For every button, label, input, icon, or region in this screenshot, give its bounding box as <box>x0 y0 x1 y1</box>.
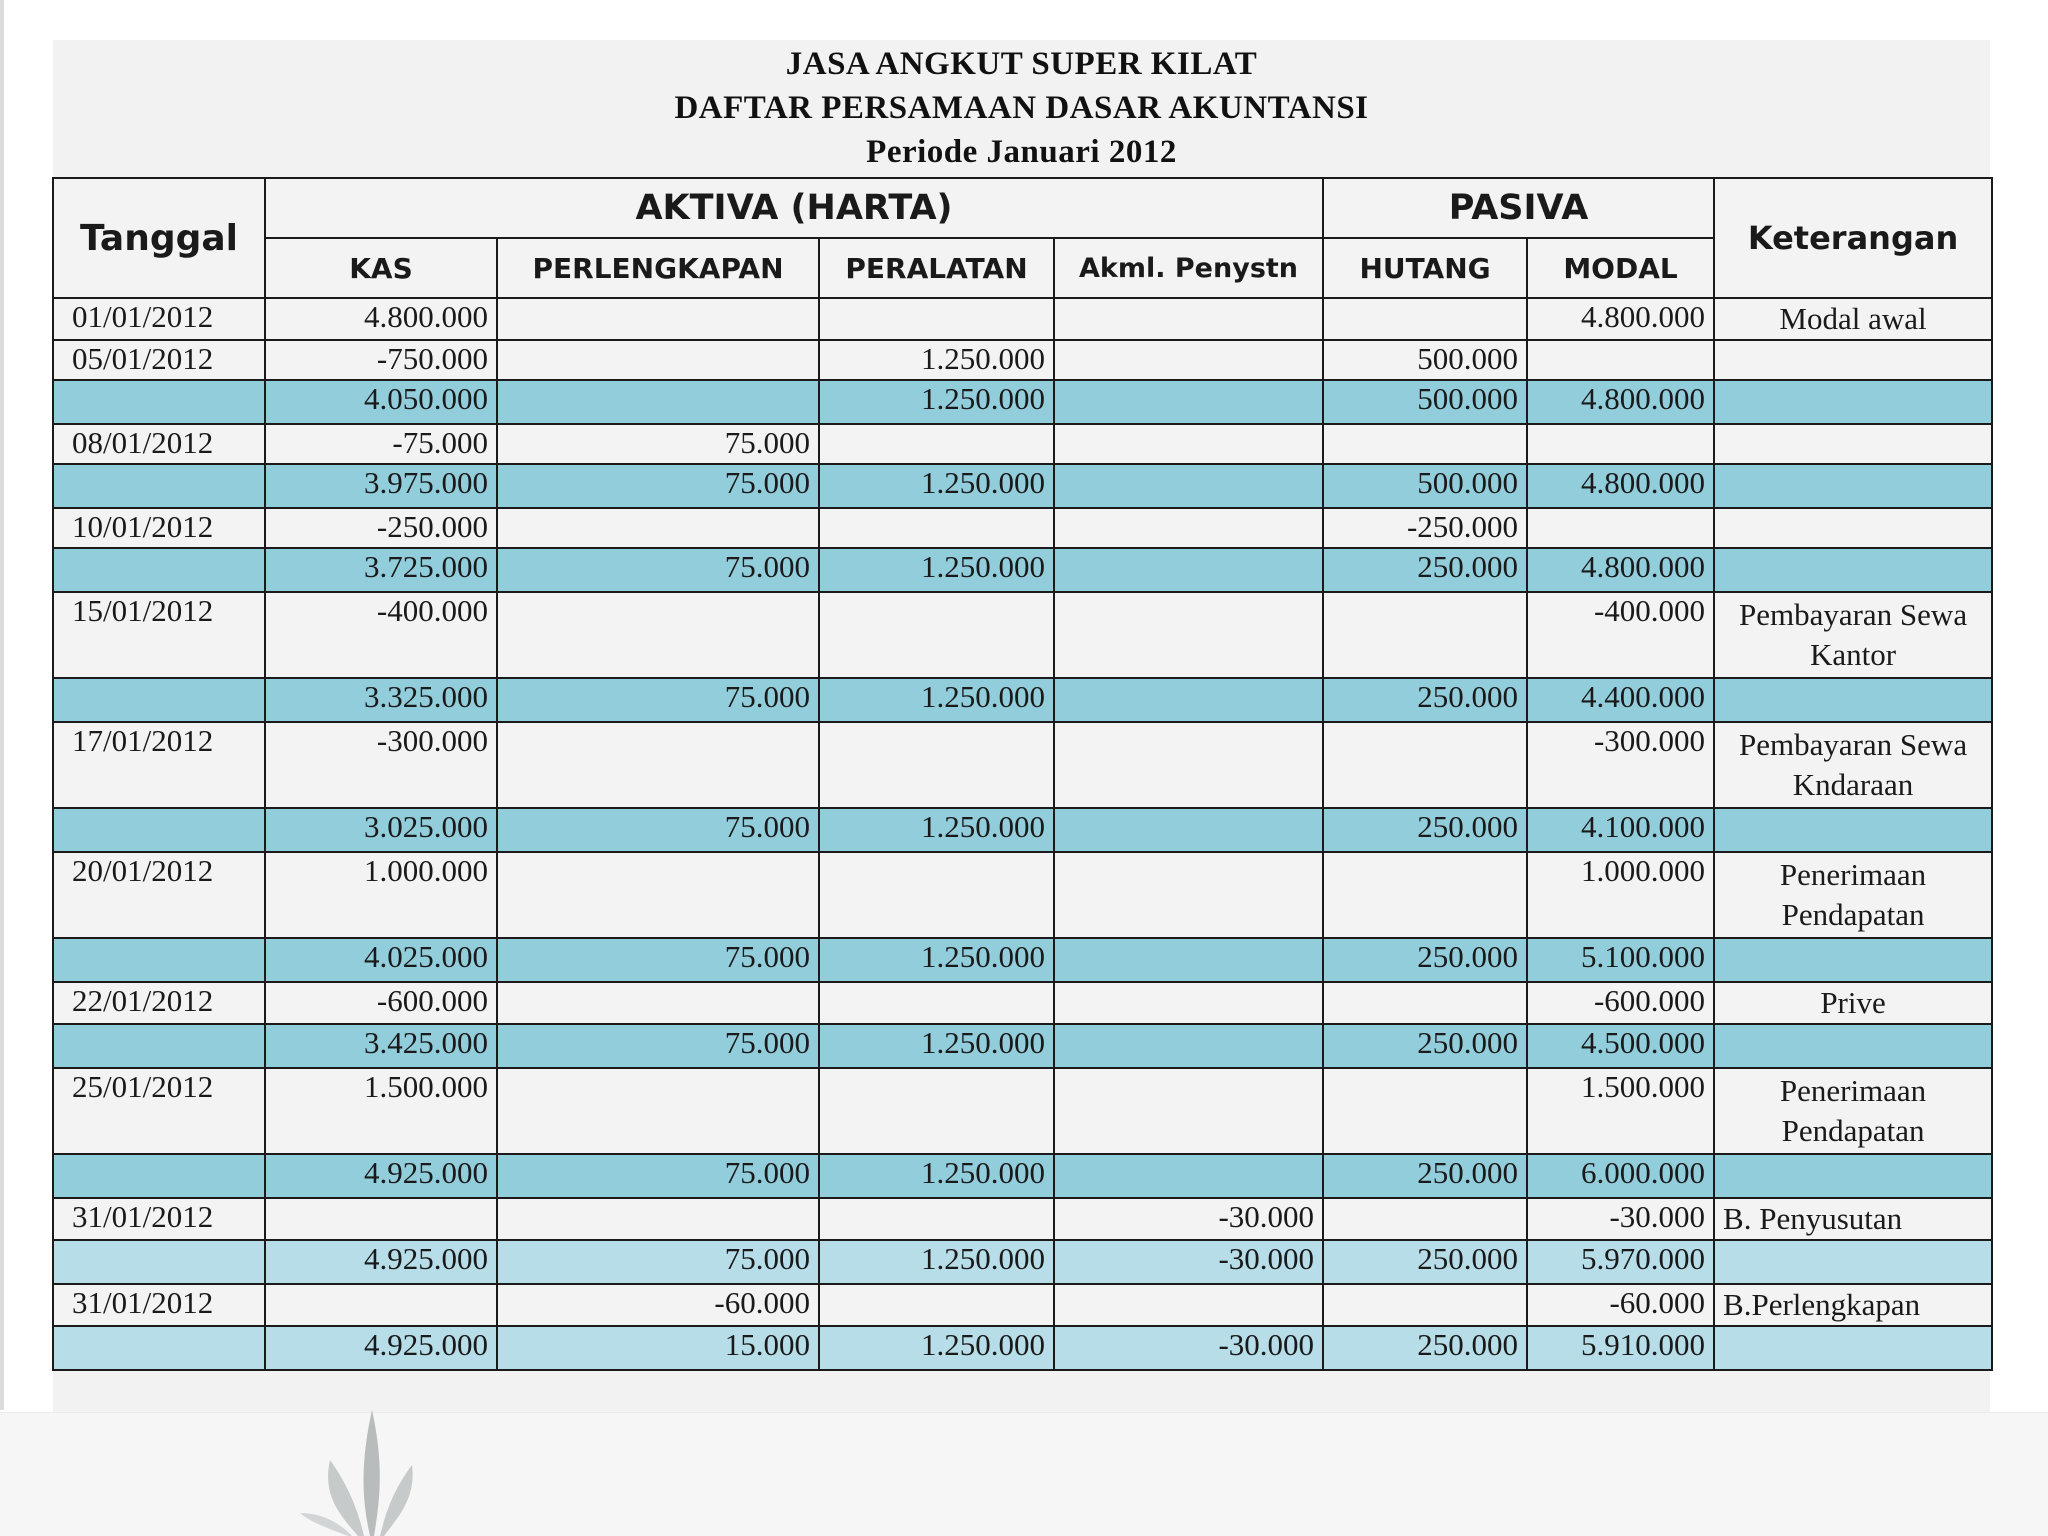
cell-hutang: 500.000 <box>1323 464 1527 508</box>
cell-akml-penystn <box>1054 380 1323 424</box>
cell-tanggal <box>53 1240 265 1284</box>
cell-kas: -600.000 <box>265 982 497 1024</box>
cell-perlengkapan: 75.000 <box>497 678 819 722</box>
cell-keterangan: Penerimaan Pendapatan <box>1714 1068 1992 1154</box>
cell-hutang <box>1323 298 1527 340</box>
balance-row <box>53 1326 1992 1370</box>
cell-hutang: 250.000 <box>1323 938 1527 982</box>
cell-tanggal <box>53 548 265 592</box>
cell-kas: 4.025.000 <box>265 938 497 982</box>
cell-modal: 4.400.000 <box>1527 678 1714 722</box>
header-peralatan: PERALATAN <box>819 238 1054 298</box>
cell-peralatan: 1.250.000 <box>819 464 1054 508</box>
cell-hutang: 250.000 <box>1323 1240 1527 1284</box>
header-hutang: HUTANG <box>1323 238 1527 298</box>
cell-modal <box>1527 508 1714 548</box>
cell-tanggal <box>53 464 265 508</box>
report-title: DAFTAR PERSAMAAN DASAR AKUNTANSI <box>674 90 1369 126</box>
cell-kas: 1.000.000 <box>265 852 497 938</box>
cell-akml-penystn <box>1054 340 1323 380</box>
cell-kas: 3.725.000 <box>265 548 497 592</box>
cell-modal: -400.000 <box>1527 592 1714 678</box>
cell-tanggal <box>53 938 265 982</box>
cell-modal <box>1527 340 1714 380</box>
cell-perlengkapan <box>497 298 819 340</box>
cell-kas <box>265 1284 497 1326</box>
header-tanggal: Tanggal <box>53 178 265 298</box>
cell-perlengkapan: 75.000 <box>497 424 819 464</box>
cell-keterangan <box>1714 464 1992 508</box>
cell-kas: 3.425.000 <box>265 1024 497 1068</box>
cell-akml-penystn <box>1054 982 1323 1024</box>
cell-keterangan <box>1714 938 1992 982</box>
header-keterangan: Keterangan <box>1714 178 1992 298</box>
cell-hutang <box>1323 1068 1527 1154</box>
cell-peralatan <box>819 424 1054 464</box>
cell-akml-penystn <box>1054 464 1323 508</box>
cell-perlengkapan <box>497 508 819 548</box>
balance-row <box>53 464 1992 508</box>
cell-hutang: 250.000 <box>1323 1326 1527 1370</box>
cell-perlengkapan: 75.000 <box>497 1154 819 1198</box>
cell-peralatan: 1.250.000 <box>819 1240 1054 1284</box>
cell-hutang <box>1323 592 1527 678</box>
cell-modal: -30.000 <box>1527 1198 1714 1240</box>
cell-kas: 4.925.000 <box>265 1326 497 1370</box>
header-aktiva: AKTIVA (HARTA) <box>265 178 1323 238</box>
cell-hutang: 250.000 <box>1323 808 1527 852</box>
cell-keterangan: Pembayaran Sewa Kantor <box>1714 592 1992 678</box>
cell-kas: 3.975.000 <box>265 464 497 508</box>
cell-keterangan <box>1714 508 1992 548</box>
balance-row <box>53 1024 1992 1068</box>
cell-modal: -600.000 <box>1527 982 1714 1024</box>
cell-perlengkapan <box>497 1198 819 1240</box>
transaction-row <box>53 340 1992 380</box>
cell-peralatan: 1.250.000 <box>819 548 1054 592</box>
cell-modal: 5.910.000 <box>1527 1326 1714 1370</box>
transaction-row <box>53 424 1992 464</box>
transaction-row <box>53 1068 1992 1154</box>
company-name: JASA ANGKUT SUPER KILAT <box>785 46 1258 82</box>
header-perlengkapan: PERLENGKAPAN <box>497 238 819 298</box>
cell-kas: 4.800.000 <box>265 298 497 340</box>
cell-perlengkapan: -60.000 <box>497 1284 819 1326</box>
cell-modal: 1.000.000 <box>1527 852 1714 938</box>
cell-peralatan: 1.250.000 <box>819 678 1054 722</box>
cell-peralatan <box>819 298 1054 340</box>
cell-hutang: 500.000 <box>1323 380 1527 424</box>
cell-keterangan <box>1714 380 1992 424</box>
cell-akml-penystn <box>1054 508 1323 548</box>
cell-kas: 1.500.000 <box>265 1068 497 1154</box>
cell-modal: -300.000 <box>1527 722 1714 808</box>
cell-perlengkapan <box>497 592 819 678</box>
cell-hutang: 500.000 <box>1323 340 1527 380</box>
cell-akml-penystn <box>1054 1024 1323 1068</box>
cell-modal: 4.100.000 <box>1527 808 1714 852</box>
cell-kas: 4.925.000 <box>265 1240 497 1284</box>
cell-tanggal: 15/01/2012 <box>53 592 265 678</box>
cell-perlengkapan: 75.000 <box>497 464 819 508</box>
cell-akml-penystn <box>1054 1154 1323 1198</box>
cell-peralatan <box>819 592 1054 678</box>
transaction-row <box>53 1198 1992 1240</box>
cell-akml-penystn <box>1054 548 1323 592</box>
cell-perlengkapan: 75.000 <box>497 548 819 592</box>
cell-peralatan <box>819 1198 1054 1240</box>
cell-modal: 5.970.000 <box>1527 1240 1714 1284</box>
balance-row <box>53 808 1992 852</box>
transaction-row <box>53 298 1992 340</box>
cell-tanggal: 05/01/2012 <box>53 340 265 380</box>
header-akml-penystn: Akml. Penystn <box>1054 238 1323 298</box>
cell-keterangan <box>1714 340 1992 380</box>
cell-hutang: 250.000 <box>1323 678 1527 722</box>
cell-perlengkapan <box>497 722 819 808</box>
cell-akml-penystn: -30.000 <box>1054 1326 1323 1370</box>
cell-peralatan: 1.250.000 <box>819 938 1054 982</box>
cell-keterangan: Prive <box>1714 982 1992 1024</box>
cell-modal: -60.000 <box>1527 1284 1714 1326</box>
cell-keterangan <box>1714 1154 1992 1198</box>
cell-peralatan <box>819 1284 1054 1326</box>
balance-row <box>53 678 1992 722</box>
slide-left-edge <box>0 0 4 1410</box>
cell-kas: -400.000 <box>265 592 497 678</box>
transaction-row <box>53 722 1992 808</box>
cell-kas: -250.000 <box>265 508 497 548</box>
cell-modal: 4.800.000 <box>1527 464 1714 508</box>
cell-keterangan <box>1714 1326 1992 1370</box>
cell-akml-penystn <box>1054 678 1323 722</box>
cell-peralatan: 1.250.000 <box>819 808 1054 852</box>
cell-tanggal: 17/01/2012 <box>53 722 265 808</box>
cell-akml-penystn <box>1054 424 1323 464</box>
balance-row <box>53 938 1992 982</box>
cell-keterangan: Modal awal <box>1714 298 1992 340</box>
cell-tanggal: 08/01/2012 <box>53 424 265 464</box>
cell-perlengkapan: 75.000 <box>497 1240 819 1284</box>
cell-perlengkapan: 15.000 <box>497 1326 819 1370</box>
cell-peralatan <box>819 852 1054 938</box>
cell-akml-penystn <box>1054 298 1323 340</box>
cell-tanggal: 10/01/2012 <box>53 508 265 548</box>
cell-modal: 6.000.000 <box>1527 1154 1714 1198</box>
cell-akml-penystn <box>1054 1284 1323 1326</box>
cell-akml-penystn: -30.000 <box>1054 1198 1323 1240</box>
cell-peralatan <box>819 982 1054 1024</box>
cell-keterangan: Pembayaran Sewa Kndaraan <box>1714 722 1992 808</box>
cell-perlengkapan <box>497 982 819 1024</box>
cell-modal: 4.500.000 <box>1527 1024 1714 1068</box>
cell-tanggal <box>53 808 265 852</box>
cell-tanggal <box>53 678 265 722</box>
transaction-row <box>53 592 1992 678</box>
ledger-body <box>53 298 1992 1370</box>
cell-tanggal: 31/01/2012 <box>53 1198 265 1240</box>
balance-row <box>53 380 1992 424</box>
cell-tanggal <box>53 380 265 424</box>
cell-peralatan: 1.250.000 <box>819 1024 1054 1068</box>
cell-kas <box>265 1198 497 1240</box>
cell-peralatan <box>819 1068 1054 1154</box>
cell-hutang <box>1323 852 1527 938</box>
header-modal: MODAL <box>1527 238 1714 298</box>
cell-hutang: 250.000 <box>1323 1024 1527 1068</box>
cell-kas: 3.325.000 <box>265 678 497 722</box>
cell-peralatan: 1.250.000 <box>819 380 1054 424</box>
cell-tanggal <box>53 1024 265 1068</box>
balance-row <box>53 548 1992 592</box>
cell-peralatan <box>819 508 1054 548</box>
cell-akml-penystn <box>1054 722 1323 808</box>
cell-perlengkapan: 75.000 <box>497 938 819 982</box>
cell-kas: 4.050.000 <box>265 380 497 424</box>
cell-tanggal: 25/01/2012 <box>53 1068 265 1154</box>
cell-modal <box>1527 424 1714 464</box>
transaction-row <box>53 982 1992 1024</box>
cell-hutang <box>1323 424 1527 464</box>
cell-keterangan: Penerimaan Pendapatan <box>1714 852 1992 938</box>
cell-kas: -300.000 <box>265 722 497 808</box>
cell-perlengkapan <box>497 852 819 938</box>
report-period: Periode Januari 2012 <box>866 134 1177 170</box>
cell-tanggal: 20/01/2012 <box>53 852 265 938</box>
cell-hutang <box>1323 722 1527 808</box>
cell-kas: -750.000 <box>265 340 497 380</box>
cell-tanggal <box>53 1154 265 1198</box>
cell-modal: 4.800.000 <box>1527 298 1714 340</box>
cell-perlengkapan <box>497 380 819 424</box>
cell-modal: 4.800.000 <box>1527 380 1714 424</box>
cell-akml-penystn <box>1054 808 1323 852</box>
cell-keterangan <box>1714 678 1992 722</box>
document-title <box>53 40 1990 176</box>
cell-perlengkapan: 75.000 <box>497 1024 819 1068</box>
balance-row <box>53 1240 1992 1284</box>
transaction-row <box>53 852 1992 938</box>
cell-keterangan <box>1714 424 1992 464</box>
header-kas: KAS <box>265 238 497 298</box>
balance-row <box>53 1154 1992 1198</box>
cell-modal: 5.100.000 <box>1527 938 1714 982</box>
cell-tanggal: 22/01/2012 <box>53 982 265 1024</box>
cell-modal: 1.500.000 <box>1527 1068 1714 1154</box>
cell-hutang <box>1323 1198 1527 1240</box>
leaf-sprig-icon <box>300 1405 440 1536</box>
cell-akml-penystn <box>1054 852 1323 938</box>
cell-akml-penystn <box>1054 1068 1323 1154</box>
cell-peralatan: 1.250.000 <box>819 1326 1054 1370</box>
cell-tanggal <box>53 1326 265 1370</box>
cell-perlengkapan <box>497 340 819 380</box>
cell-kas: 3.025.000 <box>265 808 497 852</box>
transaction-row <box>53 1284 1992 1326</box>
cell-tanggal: 31/01/2012 <box>53 1284 265 1326</box>
cell-peralatan <box>819 722 1054 808</box>
header-pasiva: PASIVA <box>1323 178 1714 238</box>
cell-keterangan <box>1714 1024 1992 1068</box>
cell-perlengkapan: 75.000 <box>497 808 819 852</box>
cell-akml-penystn <box>1054 592 1323 678</box>
cell-hutang: 250.000 <box>1323 1154 1527 1198</box>
transaction-row <box>53 508 1992 548</box>
cell-keterangan: B.Perlengkapan <box>1714 1284 1992 1326</box>
cell-hutang <box>1323 982 1527 1024</box>
cell-modal: 4.800.000 <box>1527 548 1714 592</box>
cell-hutang: 250.000 <box>1323 548 1527 592</box>
cell-peralatan: 1.250.000 <box>819 1154 1054 1198</box>
cell-kas: -75.000 <box>265 424 497 464</box>
cell-keterangan <box>1714 1240 1992 1284</box>
cell-kas: 4.925.000 <box>265 1154 497 1198</box>
accounting-equation-table <box>52 177 1993 1371</box>
cell-akml-penystn <box>1054 938 1323 982</box>
cell-peralatan: 1.250.000 <box>819 340 1054 380</box>
cell-keterangan: B. Penyusutan <box>1714 1198 1992 1240</box>
cell-tanggal: 01/01/2012 <box>53 298 265 340</box>
cell-akml-penystn: -30.000 <box>1054 1240 1323 1284</box>
cell-hutang: -250.000 <box>1323 508 1527 548</box>
cell-perlengkapan <box>497 1068 819 1154</box>
cell-keterangan <box>1714 548 1992 592</box>
cell-keterangan <box>1714 808 1992 852</box>
cell-hutang <box>1323 1284 1527 1326</box>
